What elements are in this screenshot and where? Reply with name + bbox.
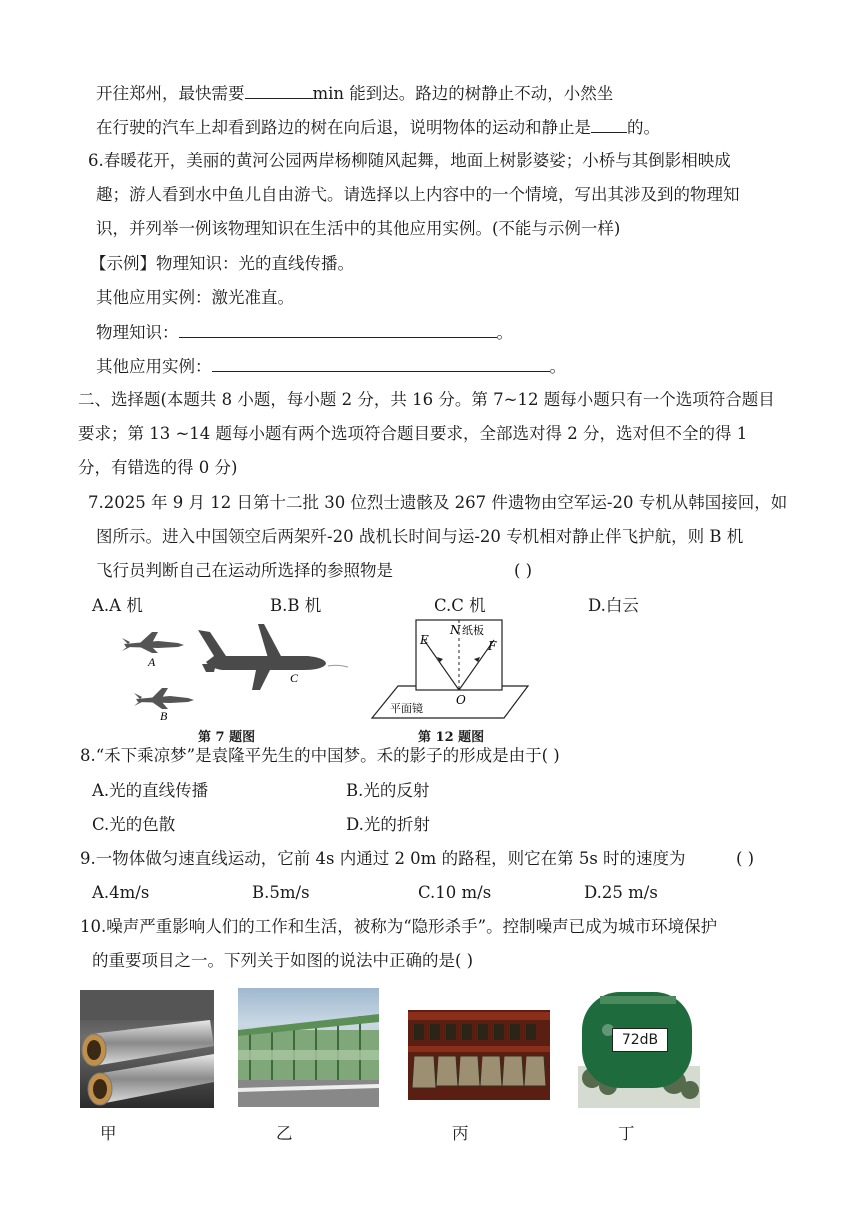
section-2-line-3: 分，有错选的得 0 分) xyxy=(78,458,238,477)
fighter-jet-a-icon xyxy=(122,632,184,653)
q9-stem: 9.一物体做匀速直线运动，它前 4s 内通过 2 0m 的路程，则它在第 5s 时的速度为 xyxy=(80,849,686,868)
q7-stem-line-2: 图所示。进入中国领空后两架歼-20 战机长时间与运-20 专机相对静止伴飞护航，则 B 机 xyxy=(96,527,744,546)
period: 。 xyxy=(549,357,566,376)
label-f: F xyxy=(488,639,497,653)
transport-plane-c-icon xyxy=(198,624,326,690)
q9-answer-paren[interactable]: ( ) xyxy=(736,849,755,868)
decibel-display: 72dB xyxy=(612,1028,668,1052)
label-n: N xyxy=(450,623,461,637)
q8-option-d[interactable]: D.光的折射 xyxy=(346,815,430,834)
q8-option-a[interactable]: A.光的直线传播 xyxy=(92,781,209,800)
label-ding: 丁 xyxy=(618,1124,635,1143)
q9-option-c[interactable]: C.10 m/s xyxy=(418,883,492,902)
label-c: C xyxy=(290,671,299,685)
label-bing: 丙 xyxy=(452,1124,469,1143)
q6-fill-application xyxy=(96,355,566,378)
q7-option-d[interactable]: D.白云 xyxy=(588,596,639,615)
q5-line-2 xyxy=(96,116,660,139)
label-board: 纸板 xyxy=(462,624,484,637)
q7-answer-paren[interactable]: ( ) xyxy=(514,561,533,580)
answer-blank-relative[interactable] xyxy=(591,116,627,133)
label-o: O xyxy=(456,693,466,707)
label-mirror: 平面镜 xyxy=(390,702,423,715)
q6-stem-line-1: 6.春暖花开，美丽的黄河公园两岸杨柳随风起舞，地面上树影婆娑；小桥与其倒影相映成 xyxy=(88,151,731,170)
label-e: E xyxy=(420,633,429,647)
label-b: B xyxy=(160,709,168,723)
q9-option-b[interactable]: B.5m/s xyxy=(252,883,310,902)
q8-option-c[interactable]: C.光的色散 xyxy=(92,815,176,834)
q7-option-a[interactable]: A.A 机 xyxy=(92,596,143,615)
period: 。 xyxy=(496,323,513,342)
answer-blank-time[interactable] xyxy=(245,82,313,99)
q5-line-1 xyxy=(96,82,613,105)
answer-blank-application[interactable] xyxy=(212,355,550,372)
figure-7-aircraft xyxy=(118,620,353,725)
q8-stem: 8.“禾下乘凉梦”是袁隆平先生的中国梦。禾的影子的形成是由于( ) xyxy=(80,746,560,765)
q10-stem-line-2: 的重要项目之一。下列关于如图的说法中正确的是( ) xyxy=(92,951,474,970)
answer-blank-physics[interactable] xyxy=(179,321,497,338)
q9-option-d[interactable]: D.25 m/s xyxy=(584,883,658,902)
photo-noise-monitor xyxy=(578,990,700,1108)
q5-text-a: 开往郑州，最快需要 xyxy=(96,84,245,103)
figure-12-caption: 第 12 题图 xyxy=(418,730,485,745)
label-a: A xyxy=(148,655,156,669)
label-yi: 乙 xyxy=(276,1124,293,1143)
q6-example-2: 其他应用实例：激光准直。 xyxy=(96,288,294,307)
q6-fill-physics xyxy=(96,321,513,344)
q5-text-d: 的。 xyxy=(627,118,660,137)
q8-option-b[interactable]: B.光的反射 xyxy=(346,781,430,800)
label-jia: 甲 xyxy=(100,1124,117,1143)
photo-sound-barrier xyxy=(238,988,379,1107)
fighter-jet-b-icon xyxy=(134,688,194,709)
section-2-line-1: 二、选择题(本题共 8 小题，每小题 2 分，共 16 分。第 7~12 题每小题只有一个选项符合题目 xyxy=(78,390,775,409)
q7-stem-line-3: 飞行员判断自己在运动所选择的参照物是 xyxy=(96,561,393,580)
figure-12-mirror-setup xyxy=(370,618,530,723)
q7-option-c[interactable]: C.C 机 xyxy=(434,596,486,615)
photo-exhaust-pipes xyxy=(80,990,214,1108)
q6-stem-line-3: 识，并列举一例该物理知识在生活中的其他应用实例。(不能与示例一样) xyxy=(96,219,621,238)
fill-label-application: 其他应用实例： xyxy=(96,357,212,376)
q10-stem-line-1: 10.噪声严重影响人们的工作和生活，被称为“隐形杀手”。控制噪声已成为城市环境保护 xyxy=(80,917,718,936)
photo-chime-bells xyxy=(408,1010,550,1100)
q5-text-b: min 能到达。路边的树静止不动，小然坐 xyxy=(312,84,614,103)
q5-text-c: 在行驶的汽车上却看到路边的树在向后退，说明物体的运动和静止是 xyxy=(96,118,591,137)
q6-example: 【示例】物理知识：光的直线传播。 xyxy=(90,254,354,273)
fill-label-physics: 物理知识： xyxy=(96,323,179,342)
q9-option-a[interactable]: A.4m/s xyxy=(92,883,150,902)
figure-7-caption: 第 7 题图 xyxy=(198,730,256,745)
q7-option-b[interactable]: B.B 机 xyxy=(270,596,322,615)
q6-stem-line-2: 趣；游人看到水中鱼儿自由游弋。请选择以上内容中的一个情境，写出其涉及到的物理知 xyxy=(96,185,740,204)
section-2-line-2: 要求；第 13 ~14 题每小题有两个选项符合题目要求，全部选对得 2 分，选对但不全的得 1 xyxy=(78,424,748,443)
q7-stem-line-1: 7.2025 年 9 月 12 日第十二批 30 位烈士遗骸及 267 件遗物由空军运-20 专机从韩国接回，如 xyxy=(88,493,788,512)
